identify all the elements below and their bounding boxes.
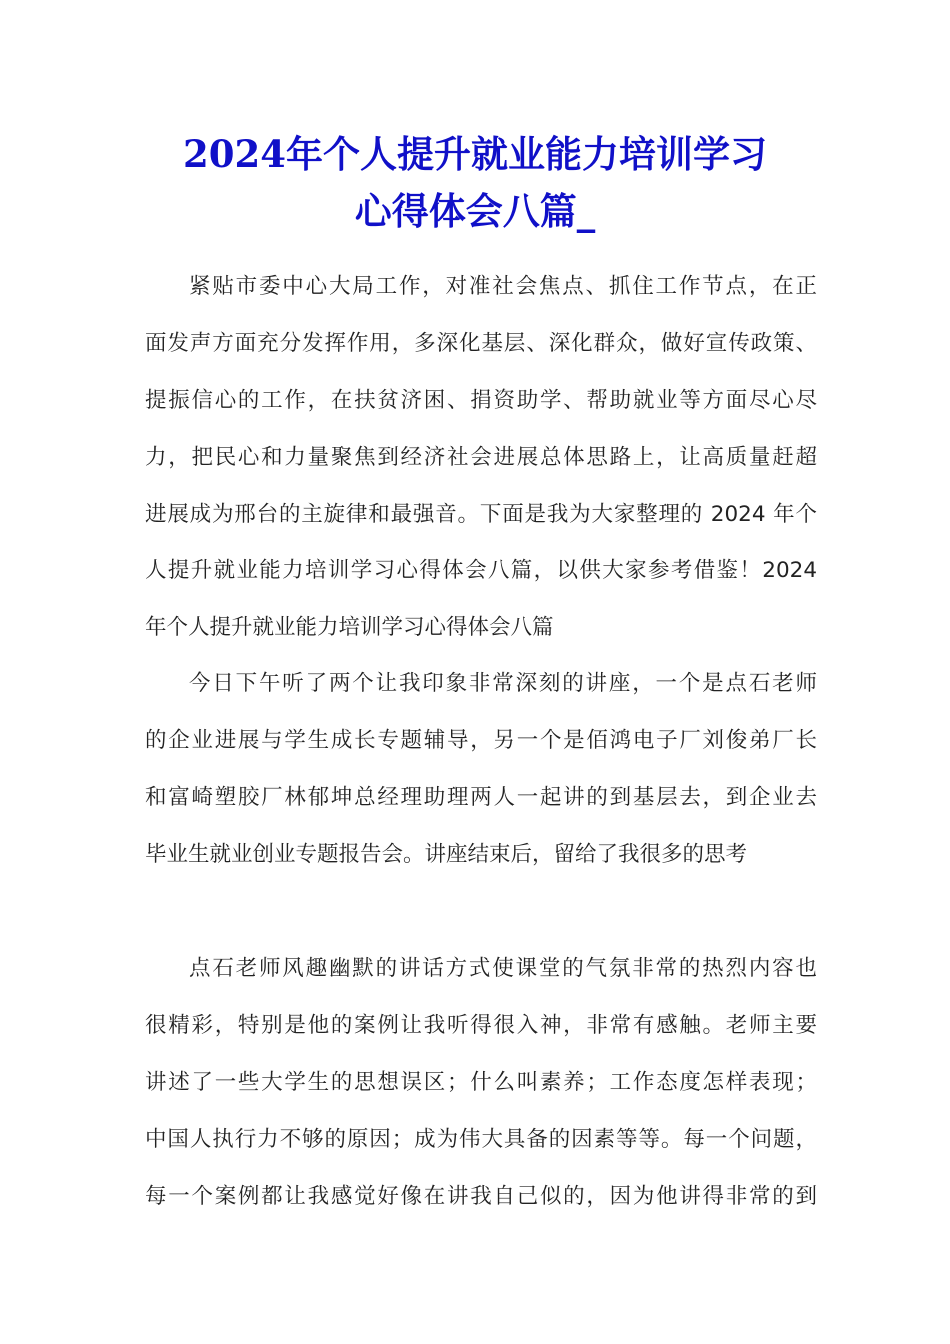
paragraph-line: 讲述了一些大学生的思想误区；什么叫素养；工作态度怎样表现； [145, 1069, 817, 1095]
paragraph-line: 和富崎塑胶厂林郁坤总经理助理两人一起讲的到基层去，到企业去 [145, 784, 817, 810]
paragraph-line: 很精彩，特别是他的案例让我听得很入神，非常有感触。老师主要 [145, 1012, 817, 1038]
document-title [120, 126, 830, 240]
paragraph-line: 进展成为邢台的主旋律和最强音。下面是我为大家整理的 2024 年个 [145, 501, 817, 527]
paragraph-line: 力，把民心和力量聚焦到经济社会进展总体思路上，让高质量赶超 [145, 444, 817, 470]
paragraph-line: 点石老师风趣幽默的讲话方式使课堂的气氛非常的热烈内容也 [189, 956, 817, 981]
paragraph-line: 紧贴市委中心大局工作，对准社会焦点、抓住工作节点，在正 [189, 274, 817, 299]
paragraph-lecture [145, 656, 817, 884]
paragraph-line: 提振信心的工作，在扶贫济困、捐资助学、帮助就业等方面尽心尽 [145, 387, 817, 413]
paragraph-intro [145, 259, 817, 657]
title-line-2: 心得体会八篇_ [354, 189, 596, 233]
paragraph-line: 人提升就业能力培训学习心得体会八篇，以供大家参考借鉴！2024 [145, 558, 817, 584]
title-line-1: 2024年个人提升就业能力培训学习 [183, 132, 767, 176]
paragraph-line: 每一个案例都让我感觉好像在讲我自己似的，因为他讲得非常的到 [145, 1183, 817, 1209]
paragraph-teacher [145, 941, 817, 1225]
paragraph-line: 年个人提升就业能力培训学习心得体会八篇 [145, 615, 554, 641]
paragraph-line: 毕业生就业创业专题报告会。讲座结束后，留给了我很多的思考 [145, 841, 748, 867]
paragraph-line: 面发声方面充分发挥作用，多深化基层、深化群众，做好宣传政策、 [145, 330, 817, 356]
paragraph-line: 的企业进展与学生成长专题辅导，另一个是佰鸿电子厂刘俊弟厂长 [145, 727, 817, 753]
paragraph-line: 今日下午听了两个让我印象非常深刻的讲座，一个是点石老师 [189, 671, 817, 696]
paragraph-line: 中国人执行力不够的原因；成为伟大具备的因素等等。每一个问题， [145, 1126, 817, 1152]
